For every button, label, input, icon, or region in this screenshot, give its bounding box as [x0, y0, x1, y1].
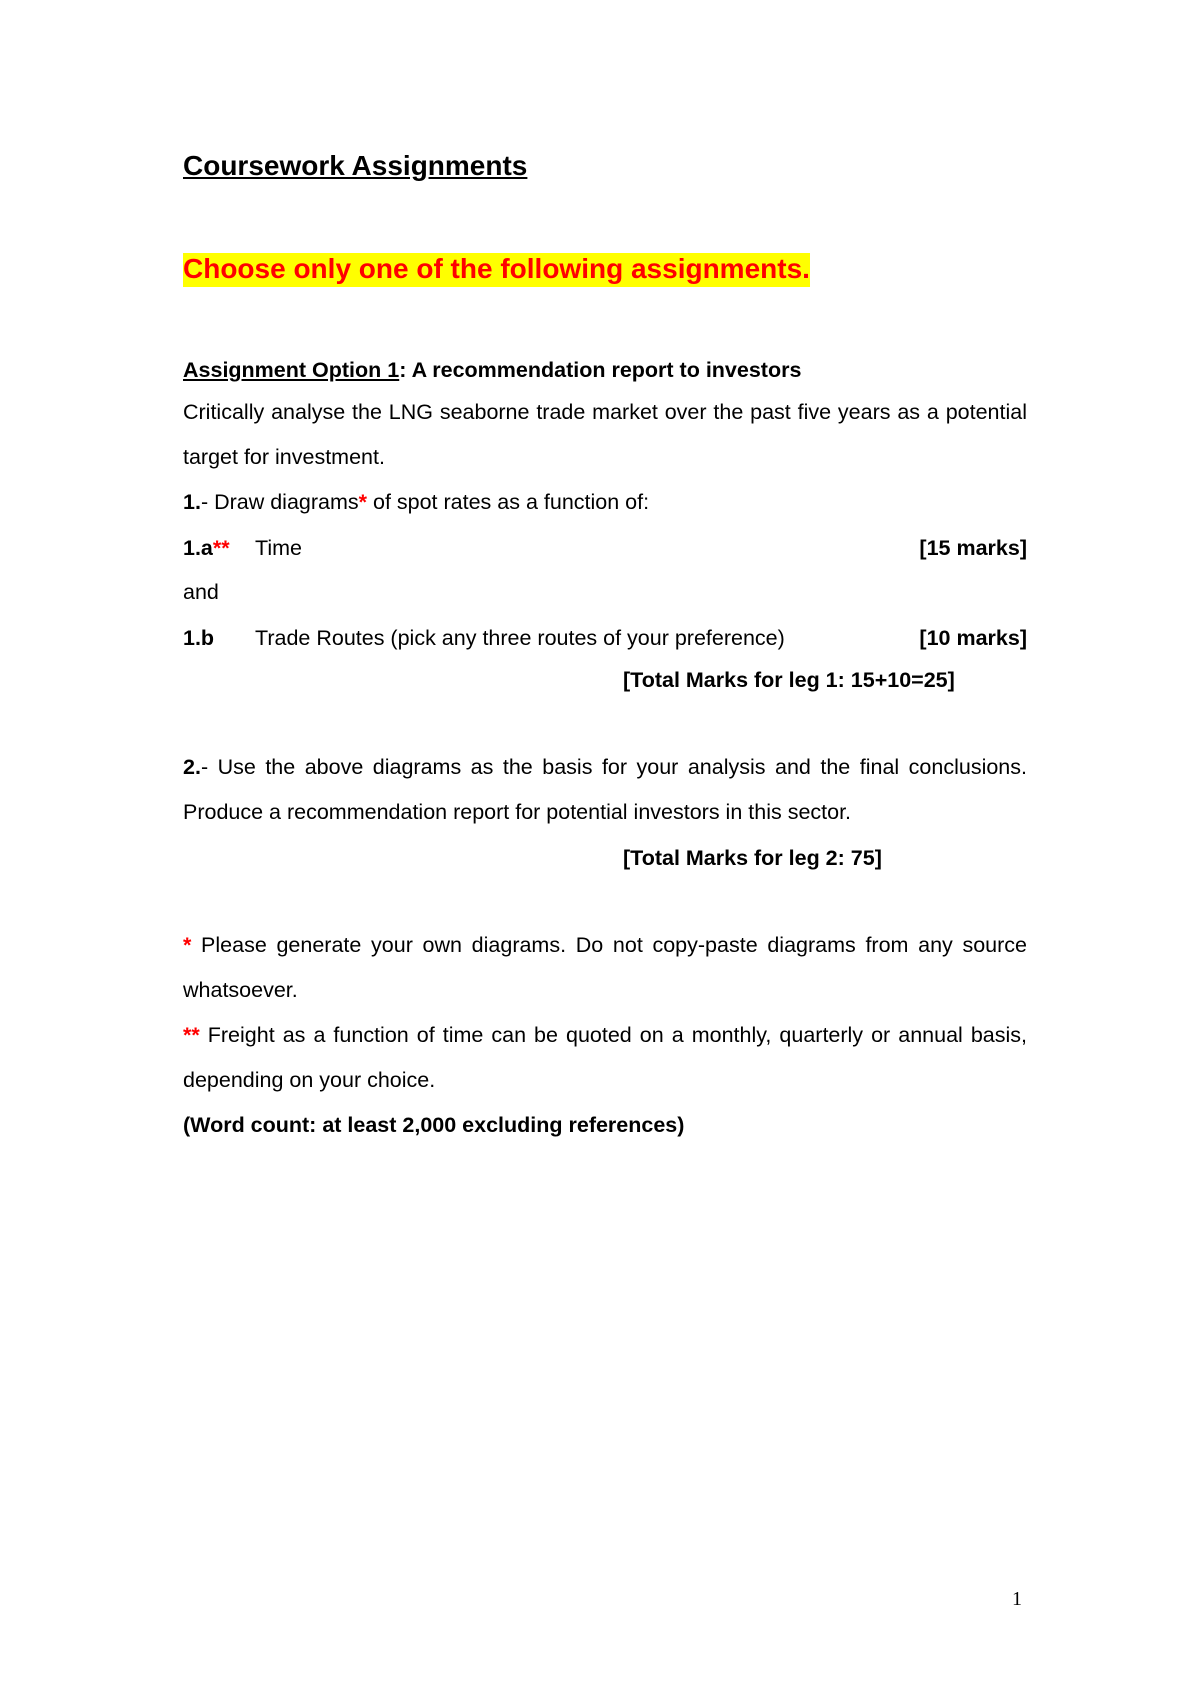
option1-label-suffix: :: [399, 358, 407, 382]
item2-text: - Use the above diagrams as the basis for your analysis and the final conclusions. Produce a recommendation report for potential investors in this sector.: [183, 755, 1027, 824]
footnote-2-text: Freight as a function of time can be quoted on a monthly, quarterly or annual basis, depending on your choice.: [183, 1023, 1027, 1092]
sub-item-a-marks: [15 marks]: [919, 536, 1027, 560]
sub-item-b-label: 1.b: [183, 626, 215, 650]
sub-item-b-marks: [10 marks]: [919, 626, 1027, 650]
item2-number: 2.: [183, 755, 201, 779]
footnote-1-text: Please generate your own diagrams. Do not copy-paste diagrams from any source whatsoever.: [183, 933, 1027, 1002]
option1-intro: Critically analyse the LNG seaborne trade market over the past five years as a potential target for investment.: [183, 400, 1027, 469]
page-number: 1: [1012, 1588, 1022, 1610]
item1-number: 1.: [183, 490, 201, 514]
footnote-1: [183, 923, 1027, 1013]
sub-item-a-label: 1.a**: [183, 536, 230, 560]
item1-text-a: - Draw diagrams: [200, 490, 359, 514]
option1-heading: [183, 360, 801, 382]
footnote-1-marker: *: [183, 933, 192, 957]
page-title: Coursework Assignments: [183, 150, 528, 181]
sub-item-b-text: Trade Routes (pick any three routes of your preference): [255, 626, 785, 650]
instruction-highlight: Choose only one of the following assignments.: [183, 253, 810, 287]
word-count: (Word count: at least 2,000 excluding references): [183, 1113, 685, 1137]
item1-text-b: of spot rates as a function of:: [367, 490, 650, 514]
and-connector: and: [183, 580, 219, 604]
leg1-total-marks: [Total Marks for leg 1: 15+10=25]: [623, 668, 955, 692]
sub-item-a-stars: **: [212, 536, 230, 560]
option1-heading-text: A recommendation report to investors: [406, 358, 802, 382]
footnote-2-marker: **: [183, 1023, 200, 1047]
sub-item-a-text: Time: [255, 536, 302, 560]
item1-star: *: [358, 490, 368, 514]
leg2-total-marks: [Total Marks for leg 2: 75]: [623, 846, 882, 870]
sub-item-a: [183, 536, 1027, 562]
sub-item-b: [183, 626, 1027, 652]
option1-label: Assignment Option 1: [183, 358, 400, 382]
item1: [183, 480, 1027, 525]
item2: [183, 745, 1027, 835]
footnote-2: [183, 1013, 1027, 1103]
